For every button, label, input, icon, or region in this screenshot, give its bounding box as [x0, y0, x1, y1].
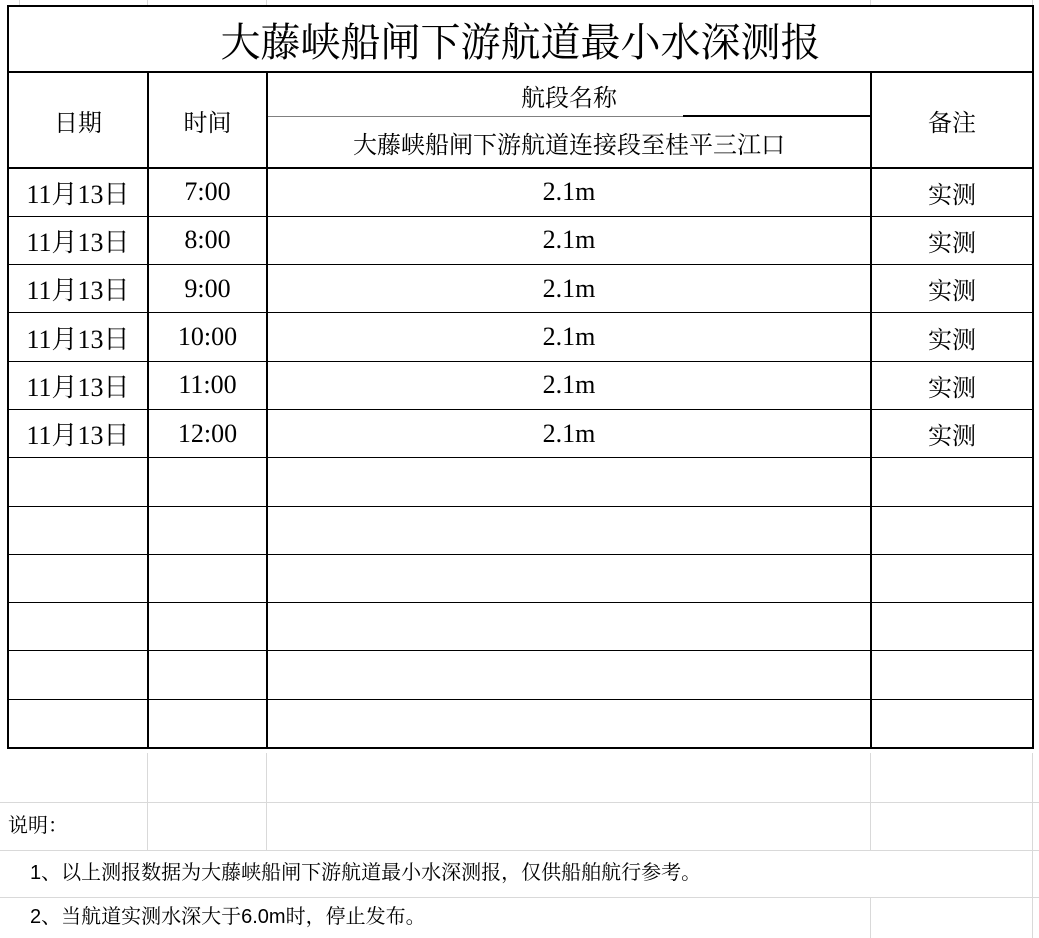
empty-table-row	[8, 699, 1033, 747]
notes-label: 说明：	[8, 815, 68, 837]
empty-cell	[8, 554, 148, 602]
date-cell: 11月13日	[8, 168, 148, 216]
empty-cell	[8, 458, 148, 506]
time-cell: 9:00	[148, 265, 267, 313]
note-item-1: 1、以上测报数据为大藤峡船闸下游航道最小水深测报，仅供船舶航行参考。	[30, 862, 702, 884]
remark-cell: 实测	[871, 168, 1033, 216]
empty-table-row	[8, 603, 1033, 651]
time-cell: 12:00	[148, 409, 267, 457]
header-date: 日期	[8, 72, 148, 168]
gridline	[1032, 897, 1033, 938]
date-cell: 11月13日	[8, 265, 148, 313]
depth-cell: 2.1m	[267, 361, 871, 409]
remark-cell: 实测	[871, 313, 1033, 361]
time-cell: 7:00	[148, 168, 267, 216]
gridline	[870, 897, 871, 938]
empty-cell	[148, 651, 267, 699]
remark-cell: 实测	[871, 361, 1033, 409]
header-time: 时间	[148, 72, 267, 168]
table-row	[8, 409, 1033, 457]
empty-cell	[8, 699, 148, 747]
empty-cell	[267, 506, 871, 554]
time-cell: 11:00	[148, 361, 267, 409]
header-row-1	[8, 72, 1033, 117]
remark-cell: 实测	[871, 265, 1033, 313]
remark-cell: 实测	[871, 216, 1033, 264]
gridline	[1032, 753, 1033, 850]
page-title: 大藤峡船闸下游航道最小水深测报	[8, 6, 1033, 72]
table-row	[8, 265, 1033, 313]
empty-cell	[267, 699, 871, 747]
empty-cell	[267, 651, 871, 699]
time-cell: 8:00	[148, 216, 267, 264]
empty-cell	[267, 603, 871, 651]
gridline	[1032, 850, 1033, 897]
empty-cell	[8, 603, 148, 651]
depth-cell: 2.1m	[267, 216, 871, 264]
depth-cell: 2.1m	[267, 313, 871, 361]
empty-cell	[8, 506, 148, 554]
depth-cell: 2.1m	[267, 409, 871, 457]
gridline	[266, 753, 267, 850]
header-remark: 备注	[871, 72, 1033, 168]
remark-cell: 实测	[871, 409, 1033, 457]
note-item-2: 2、当航道实测水深大于6.0m时，停止发布。	[30, 906, 426, 928]
table-row	[8, 216, 1033, 264]
table-row	[8, 313, 1033, 361]
empty-table-row	[8, 554, 1033, 602]
time-cell: 10:00	[148, 313, 267, 361]
date-cell: 11月13日	[8, 361, 148, 409]
segment-divider-gray	[268, 116, 683, 117]
header-segment-name: 大藤峡船闸下游航道连接段至桂平三江口	[267, 117, 871, 168]
empty-cell	[871, 506, 1033, 554]
empty-cell	[148, 603, 267, 651]
date-cell: 11月13日	[8, 409, 148, 457]
empty-cell	[267, 458, 871, 506]
empty-cell	[267, 554, 871, 602]
title-row	[8, 6, 1033, 72]
gridline	[870, 753, 871, 850]
empty-table-row	[8, 651, 1033, 699]
empty-cell	[871, 603, 1033, 651]
depth-cell: 2.1m	[267, 265, 871, 313]
water-depth-report-table	[7, 5, 1034, 749]
gridline	[147, 753, 148, 850]
empty-cell	[871, 554, 1033, 602]
empty-table-row	[8, 458, 1033, 506]
empty-cell	[871, 699, 1033, 747]
date-cell: 11月13日	[8, 216, 148, 264]
date-cell: 11月13日	[8, 313, 148, 361]
header-segment-group	[267, 72, 871, 117]
empty-cell	[148, 699, 267, 747]
header-segment-group-label: 航段名称	[521, 84, 617, 112]
empty-cell	[871, 651, 1033, 699]
empty-cell	[148, 458, 267, 506]
empty-cell	[148, 506, 267, 554]
empty-cell	[148, 554, 267, 602]
table-row	[8, 361, 1033, 409]
depth-cell: 2.1m	[267, 168, 871, 216]
segment-divider-black	[683, 115, 870, 117]
table-row	[8, 168, 1033, 216]
empty-cell	[8, 651, 148, 699]
gridline	[0, 802, 1039, 803]
empty-cell	[871, 458, 1033, 506]
empty-table-row	[8, 506, 1033, 554]
